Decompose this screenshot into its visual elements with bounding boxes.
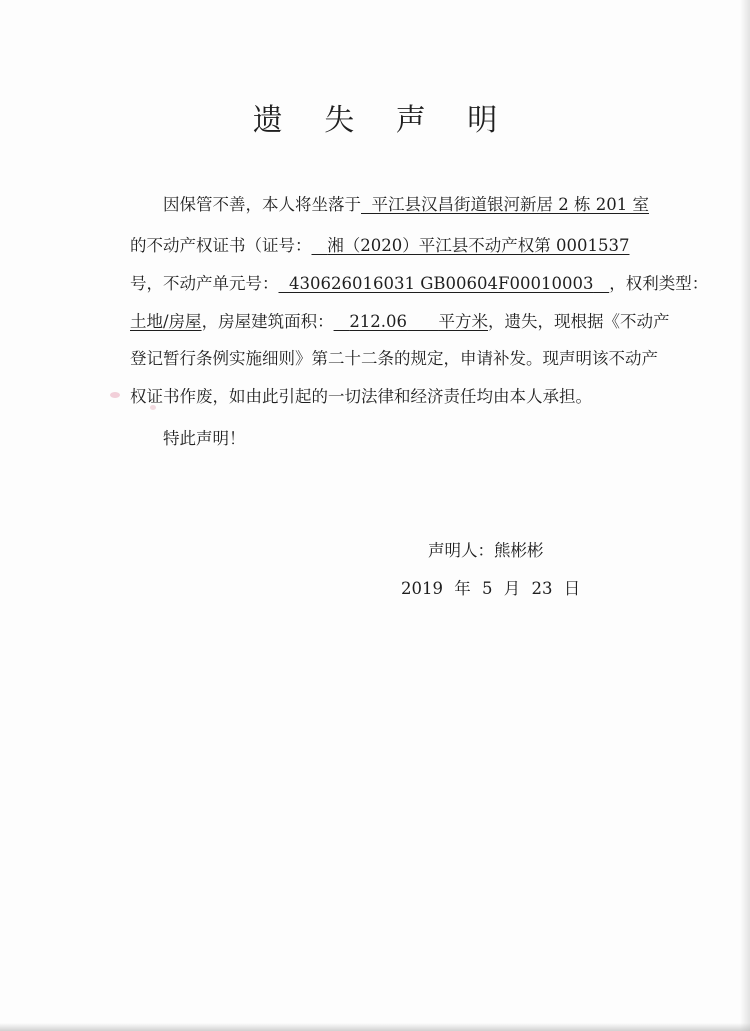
text-segment: 号，不动产单元号： <box>130 274 279 293</box>
unit-number-value: 430626016031 GB00604F00010003 <box>289 274 594 293</box>
closing-line: 特此声明！ <box>163 429 246 448</box>
text-segment: 的不动产权证书（证号： <box>130 236 312 255</box>
address-field <box>361 195 649 214</box>
body-line-2 <box>130 232 650 256</box>
ink-stain <box>110 392 120 398</box>
text-segment: ，房屋建筑面积： <box>201 312 334 331</box>
address-value: 平江县汉昌街道银河新居 2 栋 201 室 <box>371 195 649 214</box>
scan-edge <box>740 0 750 1031</box>
area-field <box>334 312 488 331</box>
area-value: 212.06 <box>349 312 408 331</box>
body-line-5: 登记暂行条例实施细则》第二十二条的规定，申请补发。现声明该不动产 <box>130 349 658 368</box>
document-title: 遗 失 声 明 <box>252 103 514 138</box>
body-line-3 <box>130 270 709 294</box>
body-line-6: 权证书作废，如由此引起的一切法律和经济责任均由本人承担。 <box>130 387 592 406</box>
date-line: 2019 年 5 月 23 日 <box>401 579 581 598</box>
text-segment: 因保管不善，本人将坐落于 <box>163 195 361 214</box>
text-segment: ，权利类型： <box>609 274 709 293</box>
signer-line: 声明人：熊彬彬 <box>428 541 544 560</box>
area-unit: 平方米 <box>438 312 489 331</box>
body-line-4 <box>130 308 670 332</box>
cert-number-value: 湘（2020）平江县不动产权第 0001537 <box>327 236 630 255</box>
right-type-value: 土地/房屋 <box>130 312 202 331</box>
cert-number-field <box>312 236 630 255</box>
scan-edge <box>0 1023 750 1031</box>
text-segment: ，遗失，现根据《不动产 <box>488 312 670 331</box>
body-line-1 <box>163 191 683 215</box>
unit-number-field <box>279 274 610 293</box>
